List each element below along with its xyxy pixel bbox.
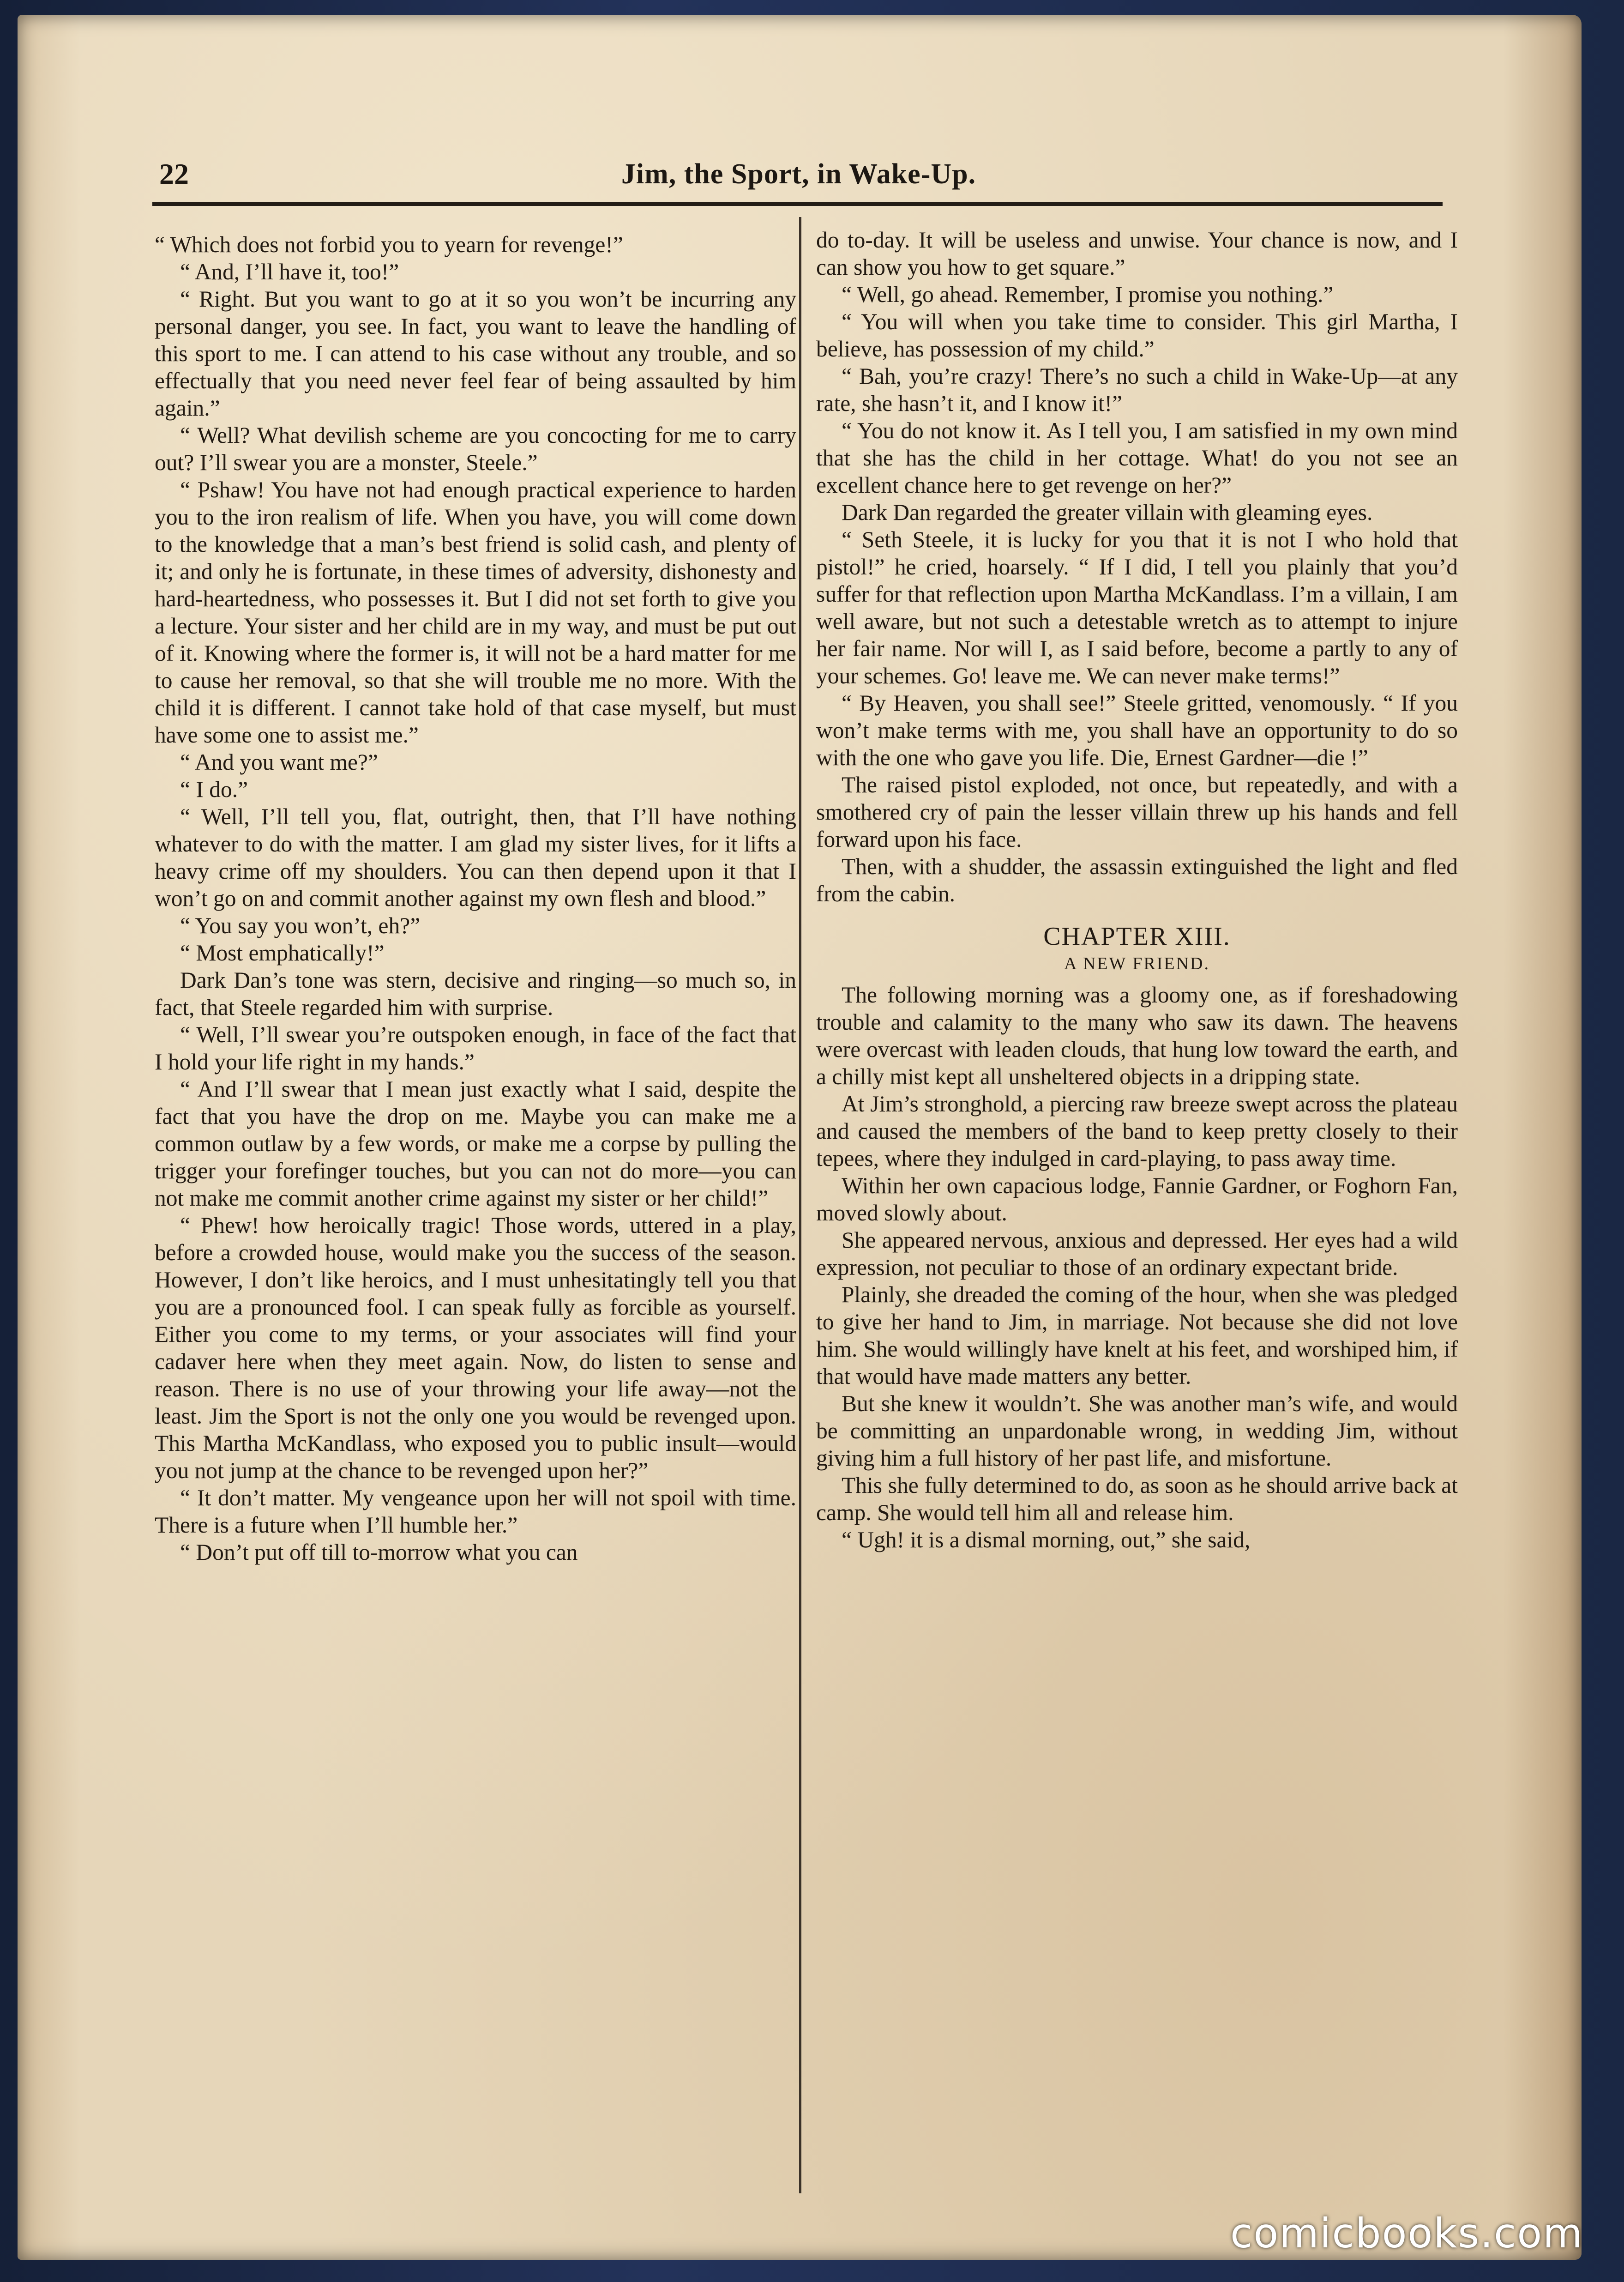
paragraph: Plainly, she dreaded the coming of the hour, when she was pledged to give her hand to Jim, in marriage. Not because she did not love him. She would willingly have knelt at his feet, and worshiped him, if that would have made matters any better.: [816, 1282, 1458, 1389]
page-number: 22: [159, 157, 189, 190]
chapter-heading: CHAPTER XIII.: [1043, 922, 1231, 951]
paragraph: Dark Dan regarded the greater villain with gleaming eyes.: [842, 500, 1373, 525]
paragraph: “ Don’t put off till to-morrow what you can: [180, 1539, 578, 1565]
paragraph: The following morning was a gloomy one, as if foreshadowing trouble and calamity to the many who saw its dawn. The heavens were overcast with leaden clouds, that hung low toward the earth, and a chilly mist kept all unsheltered objects in a dripping state.: [816, 982, 1458, 1089]
chapter-subheading: A NEW FRIEND.: [1064, 954, 1210, 973]
paragraph: This she fully determined to do, as soon as he should arrive back at camp. She would tell him all and release him.: [816, 1473, 1458, 1525]
paragraph: “ You say you won’t, eh?”: [180, 913, 421, 938]
paragraph: “ Phew! how heroically tragic! Those words, uttered in a play, before a crowded house, would make you the success of the season. However, I don’t like heroics, and I must unhesitatingly tell you that you are a pronounced fool. I can speak fully as forcible as yourself. Either you come to my terms, or your associates will find your cadaver here when they meet again. Now, do listen to sense and reason. There is no use of your throwing your life away—not the least. Jim the Sport is not the only one you would be revenged upon. This Martha McKandlass, who exposed you to public insult—would you not jump at the chance to be revenged upon her?”: [155, 1213, 796, 1483]
paragraph: “ Pshaw! You have not had enough practical experience to harden you to the iron realism of life. When you have, you will come down to the knowledge that a man’s best friend is solid cash, and plenty of it; and only he is fortunate, in these times of adversity, dishonesty and hard-heartedness, who possesses it. But I did not set forth to give you a lecture. Your sister and her child are in my way, and must be put out of it. Knowing where the former is, it will not be a hard matter for me to cause her removal, so that she will trouble me no more. With the child it is different. I cannot take hold of that case myself, but must have some one to assist me.”: [155, 477, 796, 748]
paragraph: The raised pistol exploded, not once, but repeatedly, and with a smothered cry of pain the lesser villain threw up his hands and fell forward upon his face.: [816, 772, 1458, 852]
paragraph: At Jim’s stronghold, a piercing raw breeze swept across the plateau and caused the members of the band to keep pretty closely to their tepees, where they indulged in card-playing, to pass away time.: [816, 1091, 1458, 1171]
paragraph: “ Well? What devilish scheme are you concocting for me to carry out? I’ll swear you are a monster, Steele.”: [155, 423, 796, 475]
running-title: Jim, the Sport, in Wake-Up.: [621, 158, 976, 190]
paragraph: “ Most emphatically!”: [180, 940, 385, 966]
page-header: [159, 148, 1438, 199]
left-column: [155, 231, 796, 1566]
paragraph: She appeared nervous, anxious and depressed. Her eyes had a wild expression, not peculiar to those of an ordinary expectant bride.: [816, 1227, 1458, 1280]
paragraph: “ And I’ll swear that I mean just exactly what I said, despite the fact that you have the drop on me. Maybe you can make me a common outlaw by a few words, or make me a corpse by pulling the trigger your forefinger touches, but you can not do more—you can not make me commit another crime against my sister or her child!”: [155, 1076, 796, 1211]
site-watermark: comicbooks.com: [1230, 2210, 1583, 2257]
column-divider: [799, 217, 801, 2193]
paragraph: “ Seth Steele, it is lucky for you that it is not I who hold that pistol!” he cried, hoarsely. “ If I did, I tell you plainly that you’d suffer for that reflection upon Martha McKandlass. I’m a villain, I am well aware, but not such a detestable wretch as to attempt to injure her fair name. Nor will I, as I said before, become a partly to any of your schemes. Go! leave me. We can never make terms!”: [816, 527, 1458, 688]
paragraph: “ Bah, you’re crazy! There’s no such a child in Wake-Up—at any rate, she hasn’t it, and I know it!”: [816, 363, 1458, 416]
paragraph: “ Right. But you want to go at it so you won’t be incurring any personal danger, you see. In fact, you want to leave the handling of this sport to me. I can attend to his case without any trouble, and so effectually that you need never feel fear of being assaulted by him again.”: [155, 286, 796, 421]
paragraph: “ And you want me?”: [180, 749, 378, 775]
paragraph: Dark Dan’s tone was stern, decisive and ringing—so much so, in fact, that Steele regarded him with surprise.: [155, 967, 796, 1020]
paragraph: “ Which does not forbid you to yearn for revenge!”: [155, 232, 623, 257]
paragraph: do to-day. It will be useless and unwise. Your chance is now, and I can show you how to get square.”: [816, 227, 1458, 280]
paragraph: Then, with a shudder, the assassin extinguished the light and fled from the cabin.: [816, 854, 1458, 906]
header-rule: [152, 202, 1443, 206]
paragraph: Within her own capacious lodge, Fannie Gardner, or Foghorn Fan, moved slowly about.: [816, 1173, 1458, 1226]
right-column: [816, 226, 1458, 1553]
paragraph: “ By Heaven, you shall see!” Steele gritted, venomously. “ If you won’t make terms with me, you shall have an opportunity to do so with the one who gave you life. Die, Ernest Gardner—die !”: [816, 690, 1458, 770]
paragraph: But she knew it wouldn’t. She was another man’s wife, and would be committing an unpardonable wrong, in wedding Jim, without giving him a full history of her past life, and misfortune.: [816, 1391, 1458, 1471]
paragraph: “ You do not know it. As I tell you, I am satisfied in my own mind that she has the child in her cottage. What! do you not see an excellent chance here to get revenge on her?”: [816, 418, 1458, 498]
paragraph: “ And, I’ll have it, too!”: [180, 259, 399, 284]
paragraph: “ Well, I’ll tell you, flat, outright, then, that I’ll have nothing whatever to do with the matter. I am glad my sister lives, for it lifts a heavy crime off my shoulders. You can then depend upon it that I won’t go on and commit another against my own flesh and blood.”: [155, 804, 796, 911]
paragraph: “ You will when you take time to consider. This girl Martha, I believe, has possession of my child.”: [816, 309, 1458, 362]
paragraph: “ I do.”: [180, 777, 248, 802]
paragraph: “ Well, go ahead. Remember, I promise you nothing.”: [842, 282, 1334, 307]
paragraph: “ It don’t matter. My vengeance upon her will not spoil with time. There is a future when I’ll humble her.”: [155, 1485, 796, 1538]
paragraph: “ Ugh! it is a dismal morning, out,” she said,: [842, 1527, 1251, 1552]
paragraph: “ Well, I’ll swear you’re outspoken enough, in face of the fact that I hold your life right in my hands.”: [155, 1022, 796, 1075]
